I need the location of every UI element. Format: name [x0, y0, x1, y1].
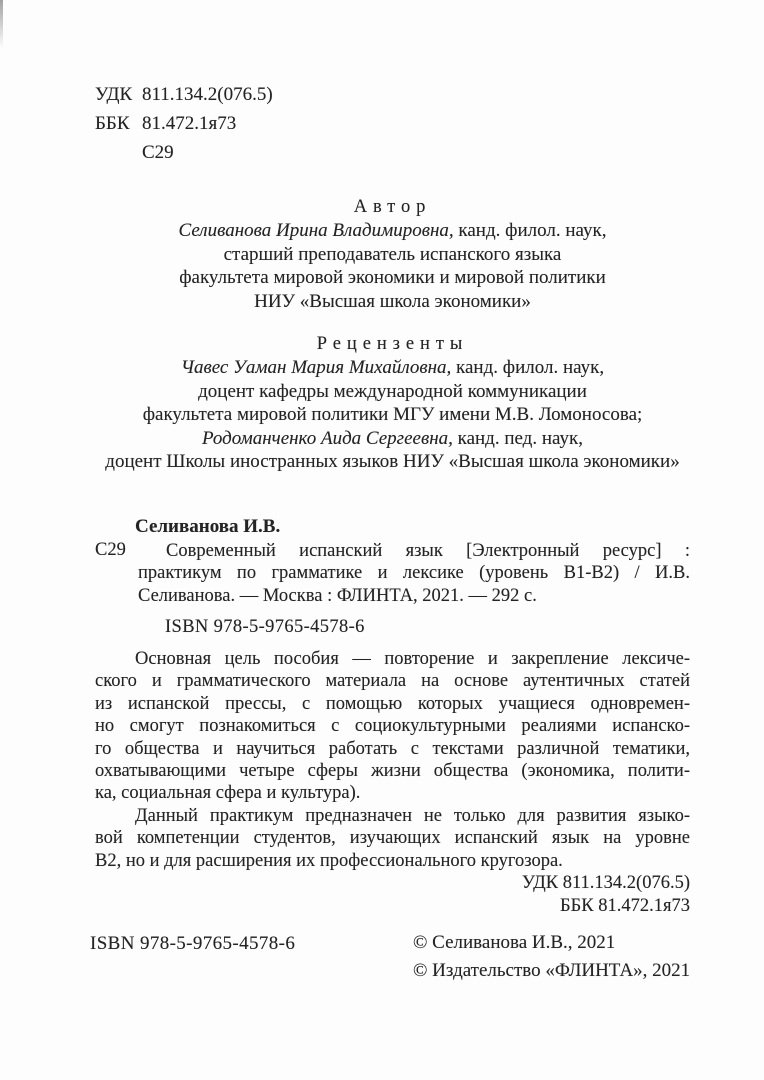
reviewer-line: факультета мировой политики МГУ имени М.В. Ломоносова;: [142, 404, 643, 426]
footer-isbn: ISBN 978-5-9765-4578-6: [90, 933, 296, 954]
reviewers-section: [95, 333, 690, 473]
reviewer-name: Родоманченко Аида Сергеевна,: [202, 427, 453, 449]
reviewers-heading: Рецензенты: [316, 334, 469, 354]
reviewer-line: доцент кафедры международной коммуникации: [198, 380, 587, 402]
bbk-row: [95, 109, 273, 138]
card-isbn: ISBN 978-5-9765-4578-6: [165, 617, 365, 637]
author-degree: канд. филол. наук,: [453, 220, 607, 242]
card-author-name: Селиванова И.В.: [135, 516, 281, 537]
text-line: охватывающими четыре сферы жизни общества (экономика, полити-: [95, 761, 690, 782]
reviewer-degree: канд. пед. наук,: [452, 427, 583, 449]
classification-codes: [95, 80, 273, 167]
annotation-paragraph-2: [95, 805, 690, 872]
text-line: Данный практикум предназначен не только для развития языко-: [135, 805, 690, 826]
bbk-value: 81.472.1я73: [142, 113, 237, 134]
text-line: Основная цель пособия — повторение и закрепление лексиче-: [135, 649, 690, 669]
bbk-reference: ББК 81.472.1я73: [560, 895, 690, 916]
reviewer-name: Чавес Уаман Мария Михайловна,: [180, 357, 452, 379]
annotation: [95, 648, 690, 918]
card-entry: [138, 540, 690, 607]
udk-label: УДК: [95, 84, 133, 105]
text-line: B2, но и для расширения их профессионального кругозора.: [95, 850, 563, 871]
reviewer-name-line: [95, 427, 690, 450]
scan-edge-artifact: [0, 0, 3, 48]
text-line: ка, социальная сфера и культура).: [95, 783, 361, 804]
copyright-line: © Издательство «ФЛИНТА», 2021: [413, 959, 691, 981]
text-line: практикум по грамматике и лексике (уровень B1-B2) / И.В.: [138, 563, 690, 584]
text-line: вой компетенции студентов, изучающих испанский язык на уровне: [95, 828, 690, 849]
text-line: но смогут познакомиться с социокультурными реалиями испанско-: [95, 716, 690, 737]
author-sign-code: С29: [142, 142, 174, 163]
bbk-label: ББК: [95, 113, 130, 134]
copyright-line: © Селиванова И.В., 2021: [413, 932, 616, 953]
udk-value: 811.134.2(076.5): [142, 84, 273, 105]
author-sign-row: [95, 138, 273, 167]
author-line: старший преподаватель испанского языка: [223, 243, 562, 265]
author-line: НИУ «Высшая школа экономики»: [254, 290, 531, 312]
text-line: из испанской прессы, с помощью которых учащиеся одновремен-: [95, 693, 690, 714]
card-author-sign: С29: [95, 540, 126, 560]
author-line: факультета мировой экономики и мировой политики: [179, 267, 606, 289]
text-line: ского и грамматического материала на основе аутентичных статей: [95, 671, 690, 692]
udk-reference: УДК 811.134.2(076.5): [521, 873, 690, 894]
reviewer-line: доцент Школы иностранных языков НИУ «Высшая школа экономики»: [105, 451, 680, 473]
text-line: Современный испанский язык [Электронный ресурс] :: [166, 541, 690, 561]
author-name: Селиванова Ирина Владимировна,: [178, 220, 454, 242]
author-heading: Автор: [353, 197, 432, 217]
copyright-block: [413, 929, 690, 984]
reviewer-name-line: [95, 356, 690, 379]
annotation-paragraph-1: [95, 648, 690, 805]
author-sign-spacer: [95, 138, 142, 167]
author-name-line: [95, 219, 690, 242]
udk-row: [95, 80, 273, 109]
text-line: Селиванова. — Москва : ФЛИНТА, 2021. — 292 с.: [138, 585, 537, 606]
text-line: го общества и научиться работать с текстами различной тематики,: [95, 738, 690, 759]
author-section: [95, 196, 690, 313]
reviewer-degree: канд. филол. наук,: [451, 357, 605, 379]
